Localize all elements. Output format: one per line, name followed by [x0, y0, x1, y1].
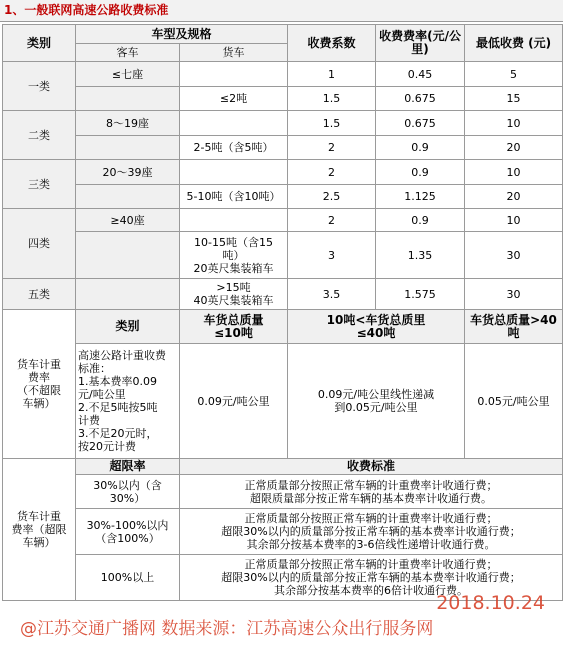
- watermark-source: @江苏交通广播网 数据来源：江苏高速公众出行服务网: [20, 619, 434, 639]
- page-title: 1、一般联网高速公路收费标准: [0, 0, 563, 22]
- class-name: 三类: [3, 160, 75, 208]
- cell-coef: 2: [288, 136, 375, 159]
- weight-over-range: 30%以内（含 30%）: [76, 475, 179, 508]
- header-category: 类别: [3, 25, 75, 61]
- cell-truck: [180, 111, 287, 135]
- class-name: 一类: [3, 62, 75, 110]
- cell-truck: ≤2吨: [180, 87, 287, 110]
- cell-passenger: ≥40座: [76, 209, 179, 231]
- cell-coef: 2.5: [288, 185, 375, 208]
- weight-normal-col-le10: 车货总质量 ≤10吨: [180, 310, 287, 343]
- header-min-charge: 最低收费 (元): [465, 25, 562, 61]
- cell-min: 20: [465, 185, 562, 208]
- weight-over-range: 100%以上: [76, 555, 179, 600]
- header-rate: 收费费率(元/公里): [376, 25, 464, 61]
- cell-rate: 1.125: [376, 185, 464, 208]
- weight-normal-val-10-40: 0.09元/吨公里线性递减 到0.05元/吨公里: [288, 344, 464, 458]
- cell-min: 10: [465, 111, 562, 135]
- class-name: 二类: [3, 111, 75, 159]
- cell-truck: [180, 160, 287, 184]
- weight-normal-desc: 高速公路计重收费 标准： 1.基本费率0.09 元/吨公里 2.不足5吨按5吨 计费 3.不足20元时， 按20元计费: [76, 344, 179, 458]
- cell-passenger: ≤七座: [76, 62, 179, 86]
- weight-normal-label: 货车计重 费率 （不超限 车辆）: [3, 310, 75, 458]
- cell-rate: 0.45: [376, 62, 464, 86]
- cell-passenger: [76, 279, 179, 309]
- cell-passenger: [76, 136, 179, 159]
- cell-min: 5: [465, 62, 562, 86]
- cell-rate: 0.9: [376, 209, 464, 231]
- class-name: 五类: [3, 279, 75, 309]
- class-name: 四类: [3, 209, 75, 278]
- weight-over-desc: 正常质量部分按照正常车辆的计重费率计收通行费； 超限30%以内的质量部分按正常车辆的基本费率计收通行费； 其余部分按基本费率的3-6倍线性递增计收通行费。: [180, 509, 562, 554]
- cell-passenger: 20～39座: [76, 160, 179, 184]
- cell-min: 10: [465, 209, 562, 231]
- cell-truck: [180, 209, 287, 231]
- cell-truck: [180, 62, 287, 86]
- header-vehicle-type-spec: 车型及规格: [76, 25, 287, 43]
- cell-coef: 3: [288, 232, 375, 278]
- cell-min: 20: [465, 136, 562, 159]
- cell-min: 10: [465, 160, 562, 184]
- cell-rate: 0.9: [376, 136, 464, 159]
- header-coefficient: 收费系数: [288, 25, 375, 61]
- cell-coef: 1.5: [288, 87, 375, 110]
- weight-over-label: 货车计重 费率（超限 车辆）: [3, 459, 75, 600]
- toll-table: [2, 24, 563, 601]
- cell-rate: 0.675: [376, 111, 464, 135]
- cell-truck: 2-5吨（含5吨）: [180, 136, 287, 159]
- header-passenger: 客车: [76, 44, 179, 61]
- weight-normal-col-gt40: 车货总质量>40 吨: [465, 310, 562, 343]
- weight-normal-col-category: 类别: [76, 310, 179, 343]
- cell-passenger: [76, 232, 179, 278]
- weight-normal-val-gt40: 0.05元/吨公里: [465, 344, 562, 458]
- cell-min: 15: [465, 87, 562, 110]
- weight-over-desc: 正常质量部分按照正常车辆的计重费率计收通行费； 超限30%以内的质量部分按正常车辆的基本费率计收通行费； 其余部分按基本费率的6倍计收通行费。: [180, 555, 562, 600]
- cell-min: 30: [465, 232, 562, 278]
- weight-over-range: 30%-100%以内 （含100%）: [76, 509, 179, 554]
- cell-passenger: [76, 87, 179, 110]
- weight-over-col-over: 超限率: [76, 459, 179, 474]
- cell-coef: 2: [288, 209, 375, 231]
- cell-rate: 0.675: [376, 87, 464, 110]
- cell-rate: 1.35: [376, 232, 464, 278]
- cell-coef: 1: [288, 62, 375, 86]
- cell-passenger: [76, 185, 179, 208]
- cell-coef: 3.5: [288, 279, 375, 309]
- cell-coef: 1.5: [288, 111, 375, 135]
- cell-truck: >15吨 40英尺集装箱车: [180, 279, 287, 309]
- cell-coef: 2: [288, 160, 375, 184]
- cell-rate: 0.9: [376, 160, 464, 184]
- cell-passenger: 8～19座: [76, 111, 179, 135]
- header-truck: 货车: [180, 44, 287, 61]
- watermark-date: 2018.10.24: [436, 592, 545, 614]
- cell-rate: 1.575: [376, 279, 464, 309]
- cell-truck: 10-15吨（含15 吨） 20英尺集装箱车: [180, 232, 287, 278]
- weight-over-col-std: 收费标准: [180, 459, 562, 474]
- weight-normal-col-10-40: 10吨<车货总质里 ≤40吨: [288, 310, 464, 343]
- cell-truck: 5-10吨（含10吨）: [180, 185, 287, 208]
- weight-normal-val-le10: 0.09元/吨公里: [180, 344, 287, 458]
- cell-min: 30: [465, 279, 562, 309]
- weight-over-desc: 正常质量部分按照正常车辆的计重费率计收通行费； 超限质量部分按正常车辆的基本费率计收通行费。: [180, 475, 562, 508]
